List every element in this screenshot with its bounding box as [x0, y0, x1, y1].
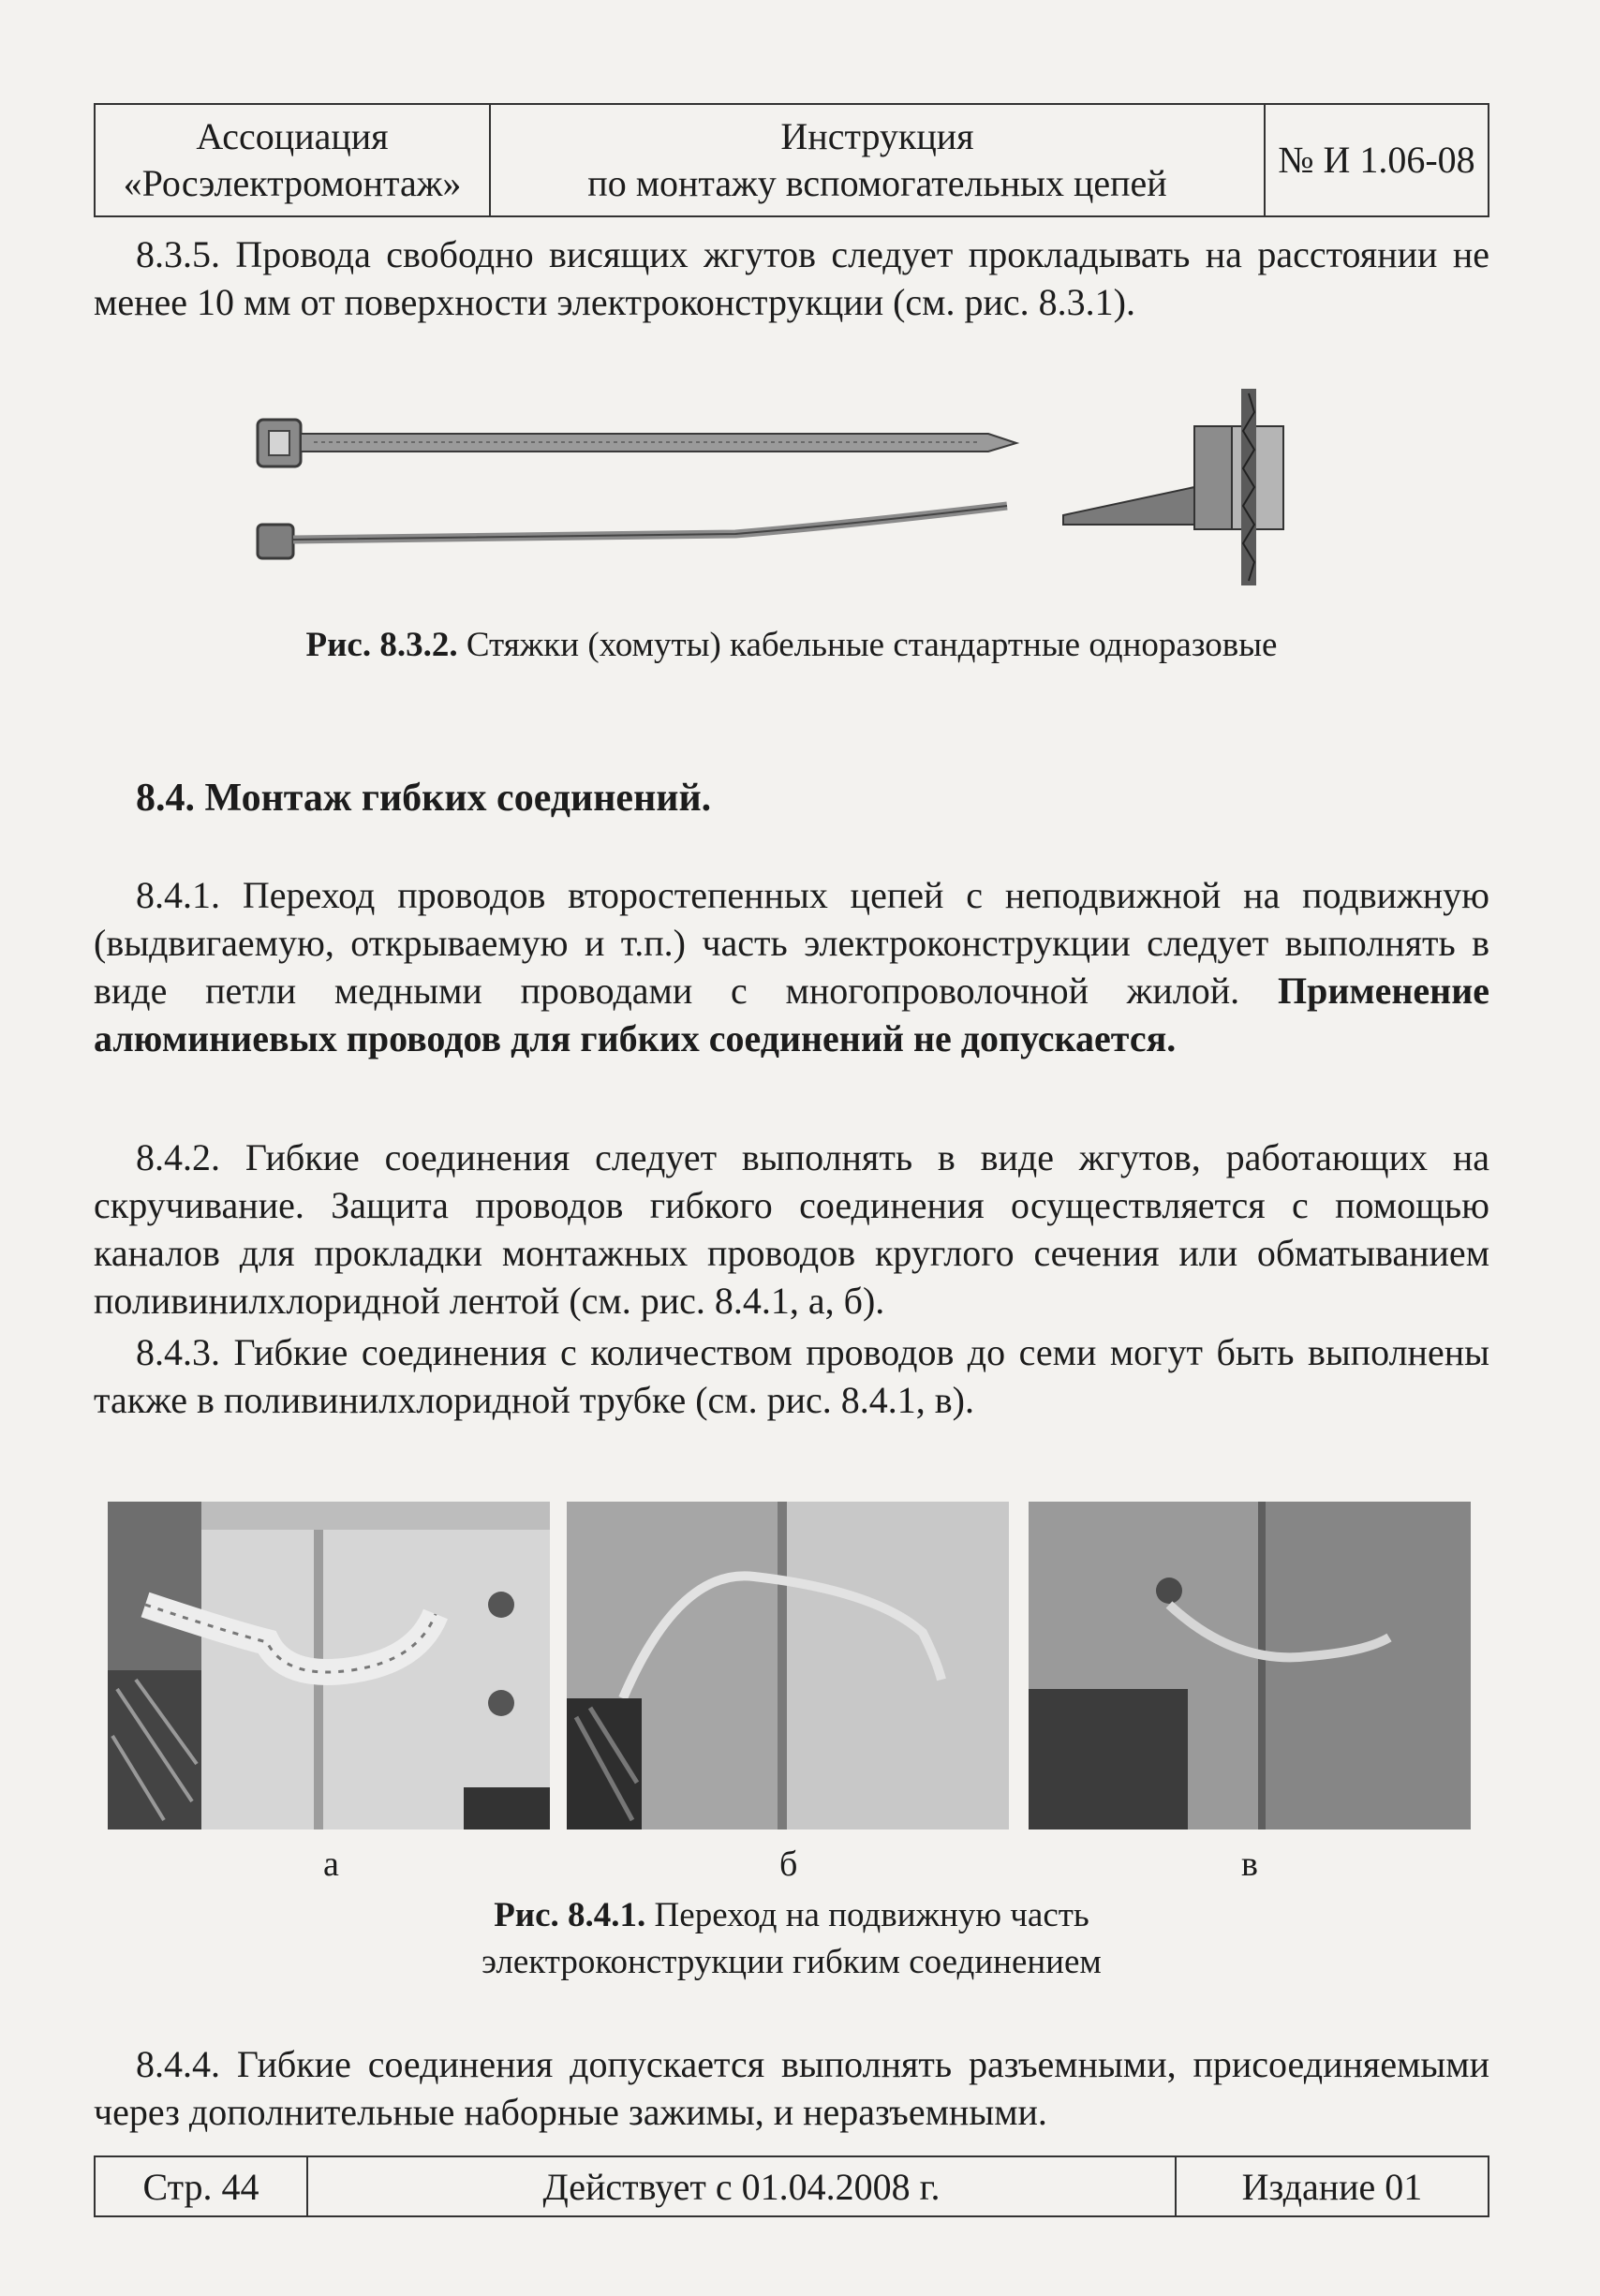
paragraph-8-4-4: 8.4.4. Гибкие соединения допускается выполнять разъемными, присоединяемыми через дополнительные наборные зажимы, и неразъемными. — [94, 2043, 1489, 2133]
paragraph-8-4-1-text: 8.4.1. Переход проводов второстепенных цепей с неподвижной на подвижную (выдвигаемую, открываемую и т.п.) часть электроконструкции следует выполнять в виде петли медными проводами с многопроволочной жилой. — [94, 874, 1489, 1012]
figure-8-3-2-caption — [94, 622, 1489, 669]
footer-page-number: Стр. 44 — [96, 2157, 308, 2215]
figure-8-3-2-label: Рис. 8.3.2. — [305, 626, 458, 664]
section-8-4-title: 8.4. Монтаж гибких соединений. — [136, 777, 712, 820]
header-document-number — [1266, 105, 1488, 215]
figure-8-4-1-line1: Переход на подвижную часть — [654, 1896, 1089, 1934]
figure-8-3-2-text: Стяжки (хомуты) кабельные стандартные одноразовые — [466, 626, 1278, 664]
org-line-2: «Росэлектромонтаж» — [123, 162, 462, 204]
footer-edition: Издание 01 — [1241, 2165, 1423, 2208]
photo-c-flexible-connection — [1029, 1502, 1471, 1829]
photo-b-image — [567, 1502, 1009, 1829]
doc-number: № И 1.06-08 — [1278, 139, 1475, 181]
footer-valid-from: Действует с 01.04.2008 г. — [308, 2157, 1177, 2215]
doc-title-line-2: по монтажу вспомогательных цепей — [587, 162, 1167, 204]
subfigure-label-a: а — [323, 1844, 339, 1884]
photo-a-flexible-connection — [108, 1502, 550, 1829]
figure-8-4-1-line2: электроконструкции гибким соединением — [481, 1943, 1102, 1981]
paragraph-8-3-5: 8.3.5. Провода свободно висящих жгутов следует прокладывать на расстоянии не менее 10 мм от поверхности электроконструкции (см. рис. 8.3.1). — [94, 233, 1489, 323]
cable-ties-illustration — [248, 375, 1335, 600]
org-line-1: Ассоциация — [196, 115, 389, 157]
doc-title-line-1: Инструкция — [780, 115, 974, 157]
header-document-title — [491, 105, 1266, 215]
photo-c-image — [1029, 1502, 1471, 1829]
figure-8-4-1-caption — [94, 1892, 1489, 1986]
subfigure-label-c: в — [1241, 1844, 1258, 1884]
photo-b-flexible-connection — [567, 1502, 1009, 1829]
figure-8-4-1-caption-line-1 — [94, 1892, 1489, 1939]
cable-tie-head-slot — [269, 431, 289, 455]
footer-table — [94, 2155, 1489, 2217]
paragraph-8-4-2: 8.4.2. Гибкие соединения следует выполнять в виде жгутов, работающих на скручивание. Защита проводов гибкого соединения осуществляется с помощью каналов для прокладки монтажных проводов круглого сечения или обматыванием поливинилхлоридной лентой (см. рис. 8.4.1, а, б). — [94, 1136, 1489, 1322]
paragraph-8-4-1-bold: Применение алюминиевых проводов для гибких соединений не допускается. — [94, 970, 1490, 1059]
paragraph-8-4-3: 8.4.3. Гибкие соединения с количеством проводов до семи могут быть выполнены также в поливинилхлоридной трубке (см. рис. 8.4.1, в). — [94, 1331, 1489, 1421]
paragraph-8-4-1 — [94, 871, 1489, 1062]
figure-8-4-1-label: Рис. 8.4.1. — [494, 1896, 646, 1934]
cable-tie-head — [258, 525, 293, 558]
photo-a-image — [108, 1502, 550, 1829]
tie-section-view — [1063, 487, 1194, 525]
header-table — [94, 103, 1489, 217]
subfigure-label-b: б — [779, 1844, 798, 1884]
header-organization — [96, 105, 491, 215]
